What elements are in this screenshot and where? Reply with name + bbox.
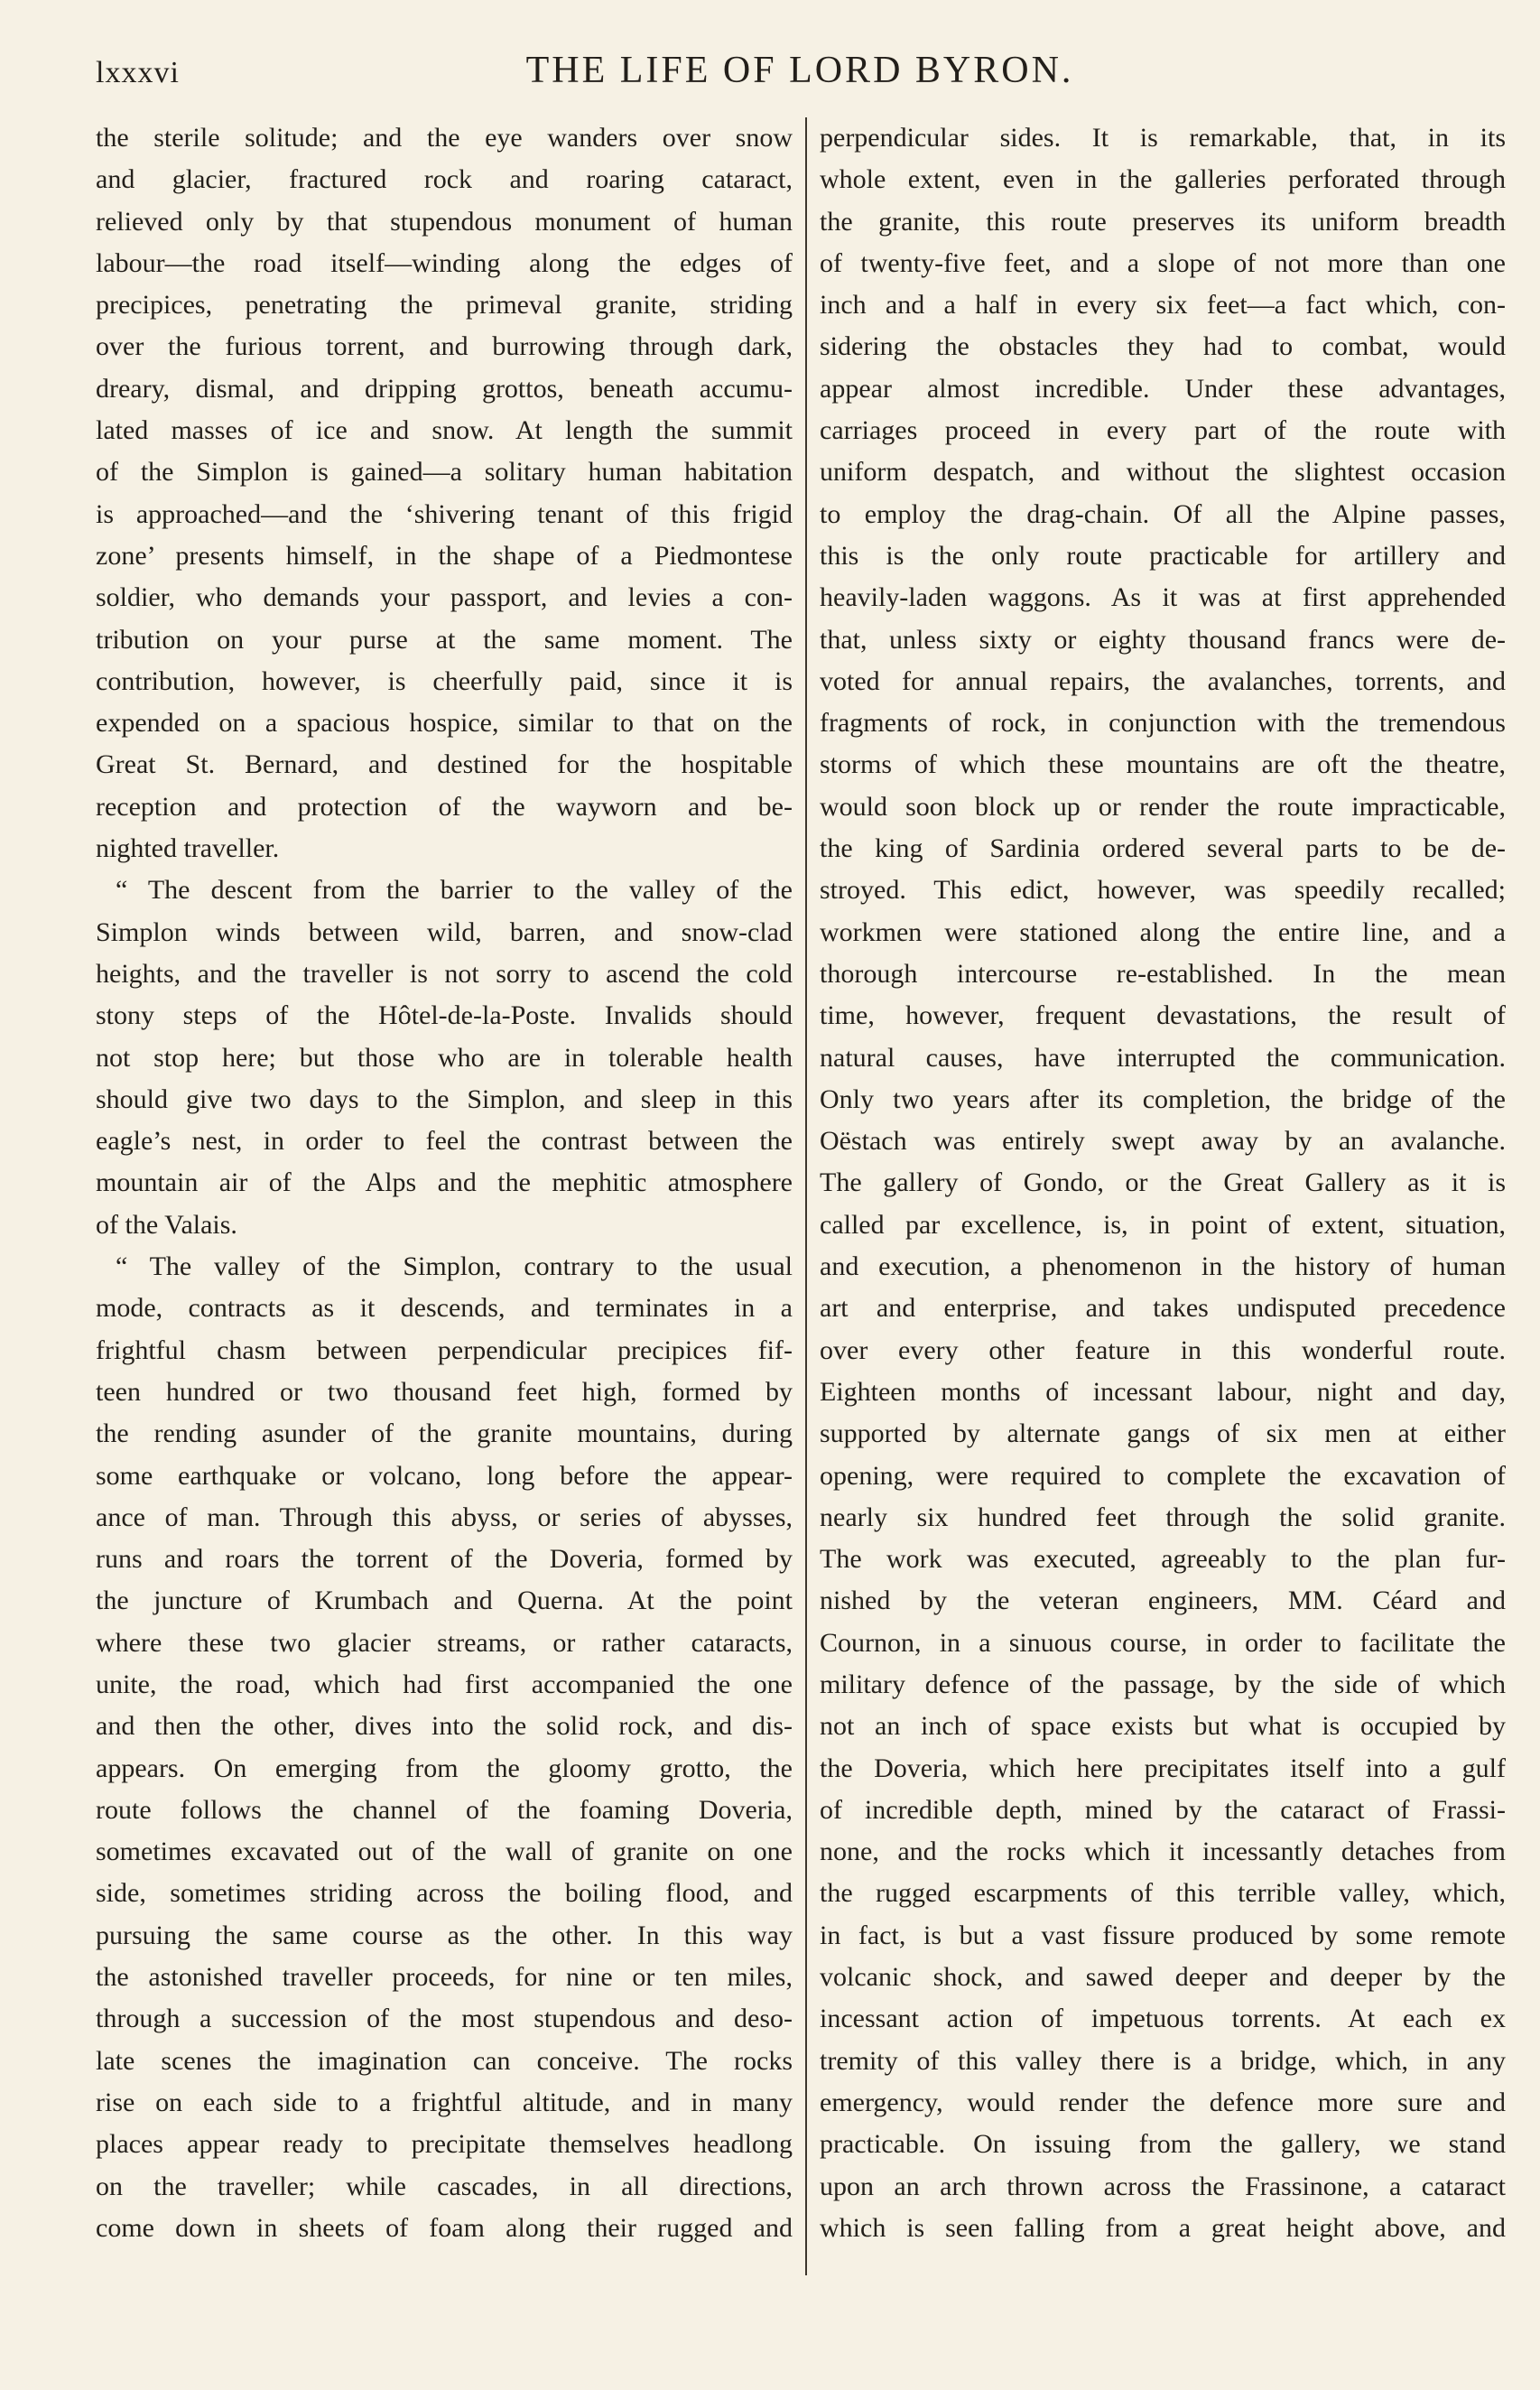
- text-line: and then the other, dives into the solid rock, and dis-: [96, 1711, 793, 1742]
- text-line: uniform despatch, and without the slightest occasion: [820, 457, 1506, 488]
- text-line: contribution, however, is cheerfully paid, since it is: [96, 665, 793, 696]
- text-line: places appear ready to precipitate themselves headlong: [96, 2129, 793, 2160]
- text-line: nearly six hundred feet through the solid granite.: [820, 1502, 1506, 1532]
- text-line: soldier, who demands your passport, and levies a con-: [96, 582, 793, 613]
- text-line: carriages proceed in every part of the route with: [820, 415, 1506, 446]
- text-line: natural causes, have interrupted the communication.: [820, 1042, 1506, 1073]
- text-line: labour—the road itself—winding along the edges of: [96, 247, 793, 278]
- text-line: and glacier, fractured rock and roaring cataract,: [96, 164, 793, 195]
- text-line: appears. On emerging from the gloomy grotto, the: [96, 1753, 793, 1783]
- text-line: the rending asunder of the granite mountains, during: [96, 1418, 793, 1449]
- text-line: tribution on your purse at the same moment. The: [96, 624, 793, 655]
- text-line: side, sometimes striding across the boiling flood, and: [96, 1878, 793, 1909]
- text-line: runs and roars the torrent of the Doveria, formed by: [96, 1544, 793, 1575]
- text-line: mode, contracts as it descends, and terminates in a: [96, 1293, 793, 1324]
- text-line: reception and protection of the wayworn and be-: [96, 791, 793, 822]
- text-line: the granite, this route preserves its uniform breadth: [820, 206, 1506, 237]
- text-line: that, unless sixty or eighty thousand francs were de-: [820, 624, 1506, 655]
- text-line: should give two days to the Simplon, and sleep in this: [96, 1083, 793, 1114]
- text-line: the king of Sardinia ordered several parts to be de-: [820, 833, 1506, 864]
- text-line: precipices, penetrating the primeval granite, striding: [96, 290, 793, 321]
- text-line: fragments of rock, in conjunction with the tremendous: [820, 708, 1506, 739]
- left-text-column: [96, 117, 793, 2249]
- text-line: and execution, a phenomenon in the history of human: [820, 1251, 1506, 1282]
- text-line: stony steps of the Hôtel-de-la-Poste. Invalids should: [96, 1000, 793, 1031]
- text-line: emergency, would render the defence more sure and: [820, 2087, 1506, 2117]
- text-line: the sterile solitude; and the eye wanders over snow: [96, 123, 793, 153]
- text-line: inch and a half in every six feet—a fact which, con-: [820, 290, 1506, 321]
- text-line: sidering the obstacles they had to combat, would: [820, 331, 1506, 362]
- column-divider: [805, 117, 807, 2275]
- text-line: on the traveller; while cascades, in all directions,: [96, 2171, 793, 2201]
- text-line: unite, the road, which had first accompanied the one: [96, 1669, 793, 1699]
- text-line: practicable. On issuing from the gallery, we stand: [820, 2129, 1506, 2160]
- text-line: The gallery of Gondo, or the Great Gallery as it is: [820, 1167, 1506, 1198]
- text-line: eagle’s nest, in order to feel the contrast between the: [96, 1126, 793, 1157]
- text-line: ance of man. Through this abyss, or series of abysses,: [96, 1502, 793, 1532]
- text-line: over every other feature in this wonderful route.: [820, 1334, 1506, 1365]
- text-line: voted for annual repairs, the avalanches, torrents, and: [820, 665, 1506, 696]
- text-line: volcanic shock, and sawed deeper and deeper by the: [820, 1962, 1506, 1993]
- text-line: late scenes the imagination can conceive. The rocks: [96, 2045, 793, 2076]
- text-line: the astonished traveller proceeds, for nine or ten miles,: [96, 1962, 793, 1993]
- text-line: storms of which these mountains are oft the theatre,: [820, 749, 1506, 780]
- text-line: Oëstach was entirely swept away by an avalanche.: [820, 1126, 1506, 1157]
- text-line: nighted traveller.: [96, 833, 280, 864]
- text-line: the rugged escarpments of this terrible valley, which,: [820, 1878, 1506, 1909]
- text-line: “ The valley of the Simplon, contrary to the usual: [116, 1251, 793, 1282]
- text-line: this is the only route practicable for artillery and: [820, 540, 1506, 571]
- text-line: some earthquake or volcano, long before the appear-: [96, 1460, 793, 1491]
- right-text-column: [820, 117, 1506, 2249]
- text-line: pursuing the same course as the other. In this way: [96, 1920, 793, 1950]
- text-line: perpendicular sides. It is remarkable, that, in its: [820, 123, 1506, 153]
- text-line: is approached—and the ‘shivering tenant of this frigid: [96, 498, 793, 529]
- text-line: Only two years after its completion, the bridge of the: [820, 1083, 1506, 1114]
- text-line: of twenty-five feet, and a slope of not more than one: [820, 247, 1506, 278]
- page-header: [96, 49, 1504, 103]
- text-line: not an inch of space exists but what is occupied by: [820, 1711, 1506, 1742]
- text-line: of incredible depth, mined by the cataract of Frassi-: [820, 1794, 1506, 1825]
- text-line: Eighteen months of incessant labour, night and day,: [820, 1376, 1506, 1407]
- text-line: expended on a spacious hospice, similar to that on the: [96, 708, 793, 739]
- text-line: heights, and the traveller is not sorry to ascend the cold: [96, 958, 793, 989]
- text-line: Simplon winds between wild, barren, and snow-clad: [96, 916, 793, 947]
- text-line: nished by the veteran engineers, MM. Céard and: [820, 1586, 1506, 1616]
- text-line: frightful chasm between perpendicular precipices fif-: [96, 1334, 793, 1365]
- text-line: the juncture of Krumbach and Querna. At the point: [96, 1586, 793, 1616]
- text-line: lated masses of ice and snow. At length the summit: [96, 415, 793, 446]
- text-line: art and enterprise, and takes undisputed precedence: [820, 1293, 1506, 1324]
- text-line: rise on each side to a frightful altitude, and in many: [96, 2087, 793, 2117]
- text-line: workmen were stationed along the entire line, and a: [820, 916, 1506, 947]
- text-line: The work was executed, agreeably to the plan fur-: [820, 1544, 1506, 1575]
- text-line: over the furious torrent, and burrowing through dark,: [96, 331, 793, 362]
- page-number: lxxxvi: [96, 56, 180, 89]
- text-line: not stop here; but those who are in tolerable health: [96, 1042, 793, 1073]
- text-line: dreary, dismal, and dripping grottos, beneath accumu-: [96, 373, 793, 404]
- text-line: zone’ presents himself, in the shape of a Piedmontese: [96, 540, 793, 571]
- text-line: appear almost incredible. Under these advantages,: [820, 373, 1506, 404]
- text-line: where these two glacier streams, or rather cataracts,: [96, 1627, 793, 1658]
- text-line: which is seen falling from a great height above, and: [820, 2212, 1506, 2243]
- text-line: none, and the rocks which it incessantly detaches from: [820, 1837, 1506, 1867]
- text-line: Great St. Bernard, and destined for the hospitable: [96, 749, 793, 780]
- text-line: through a succession of the most stupendous and deso-: [96, 2004, 793, 2034]
- text-line: of the Valais.: [96, 1209, 237, 1240]
- text-line: teen hundred or two thousand feet high, formed by: [96, 1376, 793, 1407]
- text-line: come down in sheets of foam along their rugged and: [96, 2212, 793, 2243]
- text-line: sometimes excavated out of the wall of granite on one: [96, 1837, 793, 1867]
- text-line: upon an arch thrown across the Frassinone, a cataract: [820, 2171, 1506, 2201]
- text-line: to employ the drag-chain. Of all the Alpine passes,: [820, 498, 1506, 529]
- text-line: supported by alternate gangs of six men at either: [820, 1418, 1506, 1449]
- text-line: tremity of this valley there is a bridge, which, in any: [820, 2045, 1506, 2076]
- text-line: in fact, is but a vast fissure produced by some remote: [820, 1920, 1506, 1950]
- text-line: of the Simplon is gained—a solitary human habitation: [96, 457, 793, 488]
- text-line: relieved only by that stupendous monument of human: [96, 206, 793, 237]
- text-line: stroyed. This edict, however, was speedily recalled;: [820, 875, 1506, 906]
- text-line: time, however, frequent devastations, the result of: [820, 1000, 1506, 1031]
- text-line: whole extent, even in the galleries perforated through: [820, 164, 1506, 195]
- text-line: incessant action of impetuous torrents. At each ex: [820, 2004, 1506, 2034]
- text-line: heavily-laden waggons. As it was at first apprehended: [820, 582, 1506, 613]
- text-line: thorough intercourse re-established. In the mean: [820, 958, 1506, 989]
- running-title: THE LIFE OF LORD BYRON.: [525, 50, 1074, 91]
- text-line: military defence of the passage, by the side of which: [820, 1669, 1506, 1699]
- text-line: opening, were required to complete the excavation of: [820, 1460, 1506, 1491]
- text-line: would soon block up or render the route impracticable,: [820, 791, 1506, 822]
- text-line: route follows the channel of the foaming Doveria,: [96, 1794, 793, 1825]
- text-line: mountain air of the Alps and the mephitic atmosphere: [96, 1167, 793, 1198]
- text-line: Cournon, in a sinuous course, in order to facilitate the: [820, 1627, 1506, 1658]
- text-line: the Doveria, which here precipitates itself into a gulf: [820, 1753, 1506, 1783]
- text-line: called par excellence, is, in point of extent, situation,: [820, 1209, 1506, 1240]
- text-line: “ The descent from the barrier to the valley of the: [116, 875, 793, 906]
